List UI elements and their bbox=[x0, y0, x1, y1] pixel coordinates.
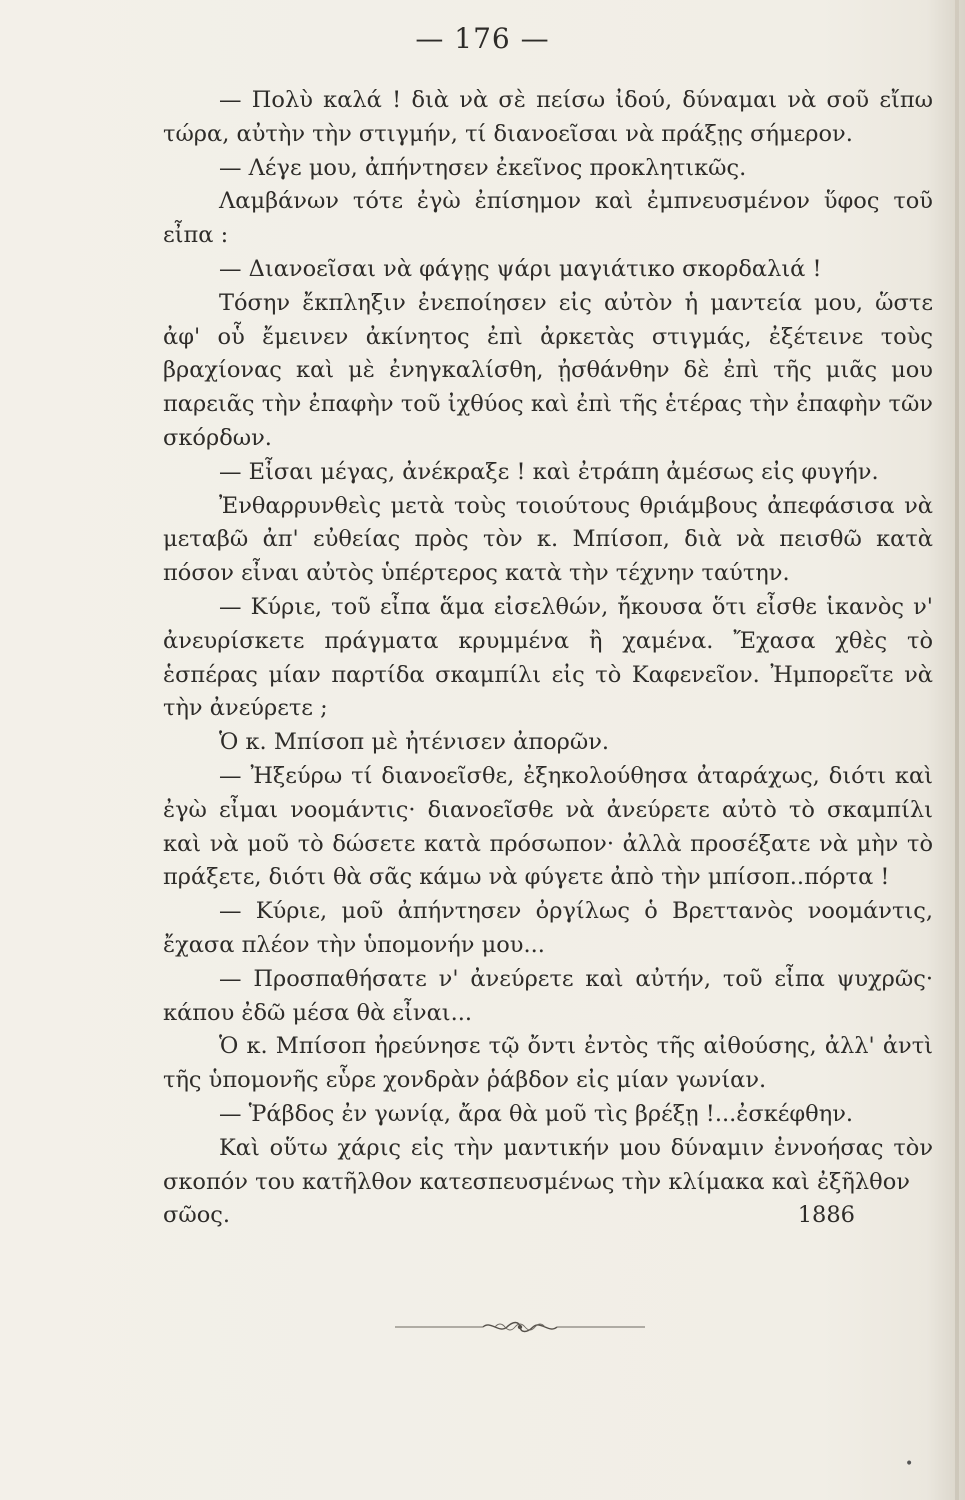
closing-year: 1886 bbox=[797, 1202, 855, 1229]
body-text bbox=[163, 84, 933, 1233]
paragraph: — Λέγε μου, ἀπήντησεν ἐκεῖνος προκλητικῶς. bbox=[219, 154, 747, 181]
paragraph: — Ἠξεύρω τί διανοεῖσθε, ἐξηκολούθησα ἀταράχως, διότι καὶ ἐγὼ εἶμαι νοομάντις· διανοεῖσθε νὰ ἀνεύρετε αὐτὸ τὸ σκαμπίλι καὶ νὰ μοῦ τὸ δώσετε κατὰ πρόσωπον· ἀλλὰ προσέξατε νὰ μὴν τὸ πράξετε, διότι θὰ σᾶς κάμω νὰ φύγετε ἀπὸ τὴν μπίσοπ..πόρτα ! bbox=[163, 762, 933, 891]
paragraph: Ὁ κ. Μπίσοπ μὲ ἠτένισεν ἀπορῶν. bbox=[219, 729, 610, 756]
paragraph: — Προσπαθήσατε ν' ἀνεύρετε καὶ αὐτήν, τοῦ εἶπα ψυχρῶς· κάπου ἐδῶ μέσα θὰ εἶναι... bbox=[163, 965, 933, 1026]
paragraph: Ὁ κ. Μπίσοπ ἠρεύνησε τῷ ὄντι ἐντὸς τῆς αἰθούσης, ἀλλ' ἀντὶ τῆς ὑπομονῆς εὗρε χονδρὰν ῥάβδον εἰς μίαν γωνίαν. bbox=[163, 1033, 933, 1094]
bullet-mark-icon: • bbox=[905, 1456, 914, 1472]
paragraph: — Κύριε, μοῦ ἀπήντησεν ὀργίλως ὁ Βρεττανὸς νοομάντις, ἔχασα πλέον τὴν ὑπομονήν μου... bbox=[163, 898, 933, 958]
closing-word: σῶος. bbox=[163, 1202, 231, 1229]
decorative-divider-icon bbox=[395, 1317, 645, 1337]
paragraph: — Κύριε, τοῦ εἶπα ἅμα εἰσελθών, ἤκουσα ὅτι εἶσθε ἱκανὸς ν' ἀνευρίσκετε πράγματα κρυμμένα ἢ χαμένα. Ἔχασα χθὲς τὸ ἑσπέρας μίαν παρτίδα σκαμπίλι εἰς τὸ Καφενεῖον. Ἠμπορεῖτε νὰ τὴν ἀνεύρετε ; bbox=[163, 593, 933, 722]
paragraph: — Πολὺ καλά ! διὰ νὰ σὲ πείσω ἰδού, δύναμαι νὰ σοῦ εἴπω τώρα, αὐτὴν τὴν στιγμήν, τί διανοεῖσαι νὰ πράξῃς σήμερον. bbox=[163, 87, 933, 147]
paragraph: — Εἶσαι μέγας, ἀνέκραξε ! καὶ ἐτράπη ἀμέσως εἰς φυγήν. bbox=[219, 458, 879, 485]
paragraph: Καὶ οὕτω χάρις εἰς τὴν μαντικήν μου δύναμιν ἐννοήσας τὸν σκοπόν του κατῆλθον κατεσπευσμένως τὴν κλίμακα καὶ ἐξῆλθον bbox=[163, 1134, 933, 1195]
paragraph: Τόσην ἔκπληξιν ἐνεποίησεν εἰς αὐτὸν ἡ μαντεία μου, ὥστε ἀφ' οὗ ἔμεινεν ἀκίνητος ἐπὶ ἀρκετὰς στιγμάς, ἐξέτεινε τοὺς βραχίονας καὶ μὲ ἐνηγκαλίσθη, ᾐσθάνθην δὲ ἐπὶ τῆς μιᾶς μου παρειᾶς τὴν ἐπαφὴν τοῦ ἰχθύος καὶ ἐπὶ τῆς ἑτέρας τὴν ἐπαφὴν τῶν σκόρδων. bbox=[163, 289, 933, 451]
paragraph: — Διανοεῖσαι νὰ φάγῃς ψάρι μαγιάτικο σκορδαλιά ! bbox=[219, 255, 822, 282]
paragraph: — Ῥάβδος ἐν γωνίᾳ, ἄρα θὰ μοῦ τὶς βρέξῃ !...ἐσκέφθην. bbox=[219, 1100, 854, 1127]
page-edge bbox=[955, 0, 959, 1500]
page-number: — 176 — bbox=[415, 22, 550, 55]
paragraph: Λαμβάνων τότε ἐγὼ ἐπίσημον καὶ ἐμπνευσμένον ὕφος τοῦ εἶπα : bbox=[163, 188, 933, 249]
paragraph: Ἐνθαρρυνθεὶς μετὰ τοὺς τοιούτους θριάμβους ἀπεφάσισα νὰ μεταβῶ ἀπ' εὐθείας πρὸς τὸν κ. Μπίσοπ, διὰ νὰ πεισθῶ κατὰ πόσον εἶναι αὐτὸς ὑπέρτερος κατὰ τὴν τέχνην ταύτην. bbox=[163, 492, 933, 587]
closing-line bbox=[163, 1199, 855, 1233]
